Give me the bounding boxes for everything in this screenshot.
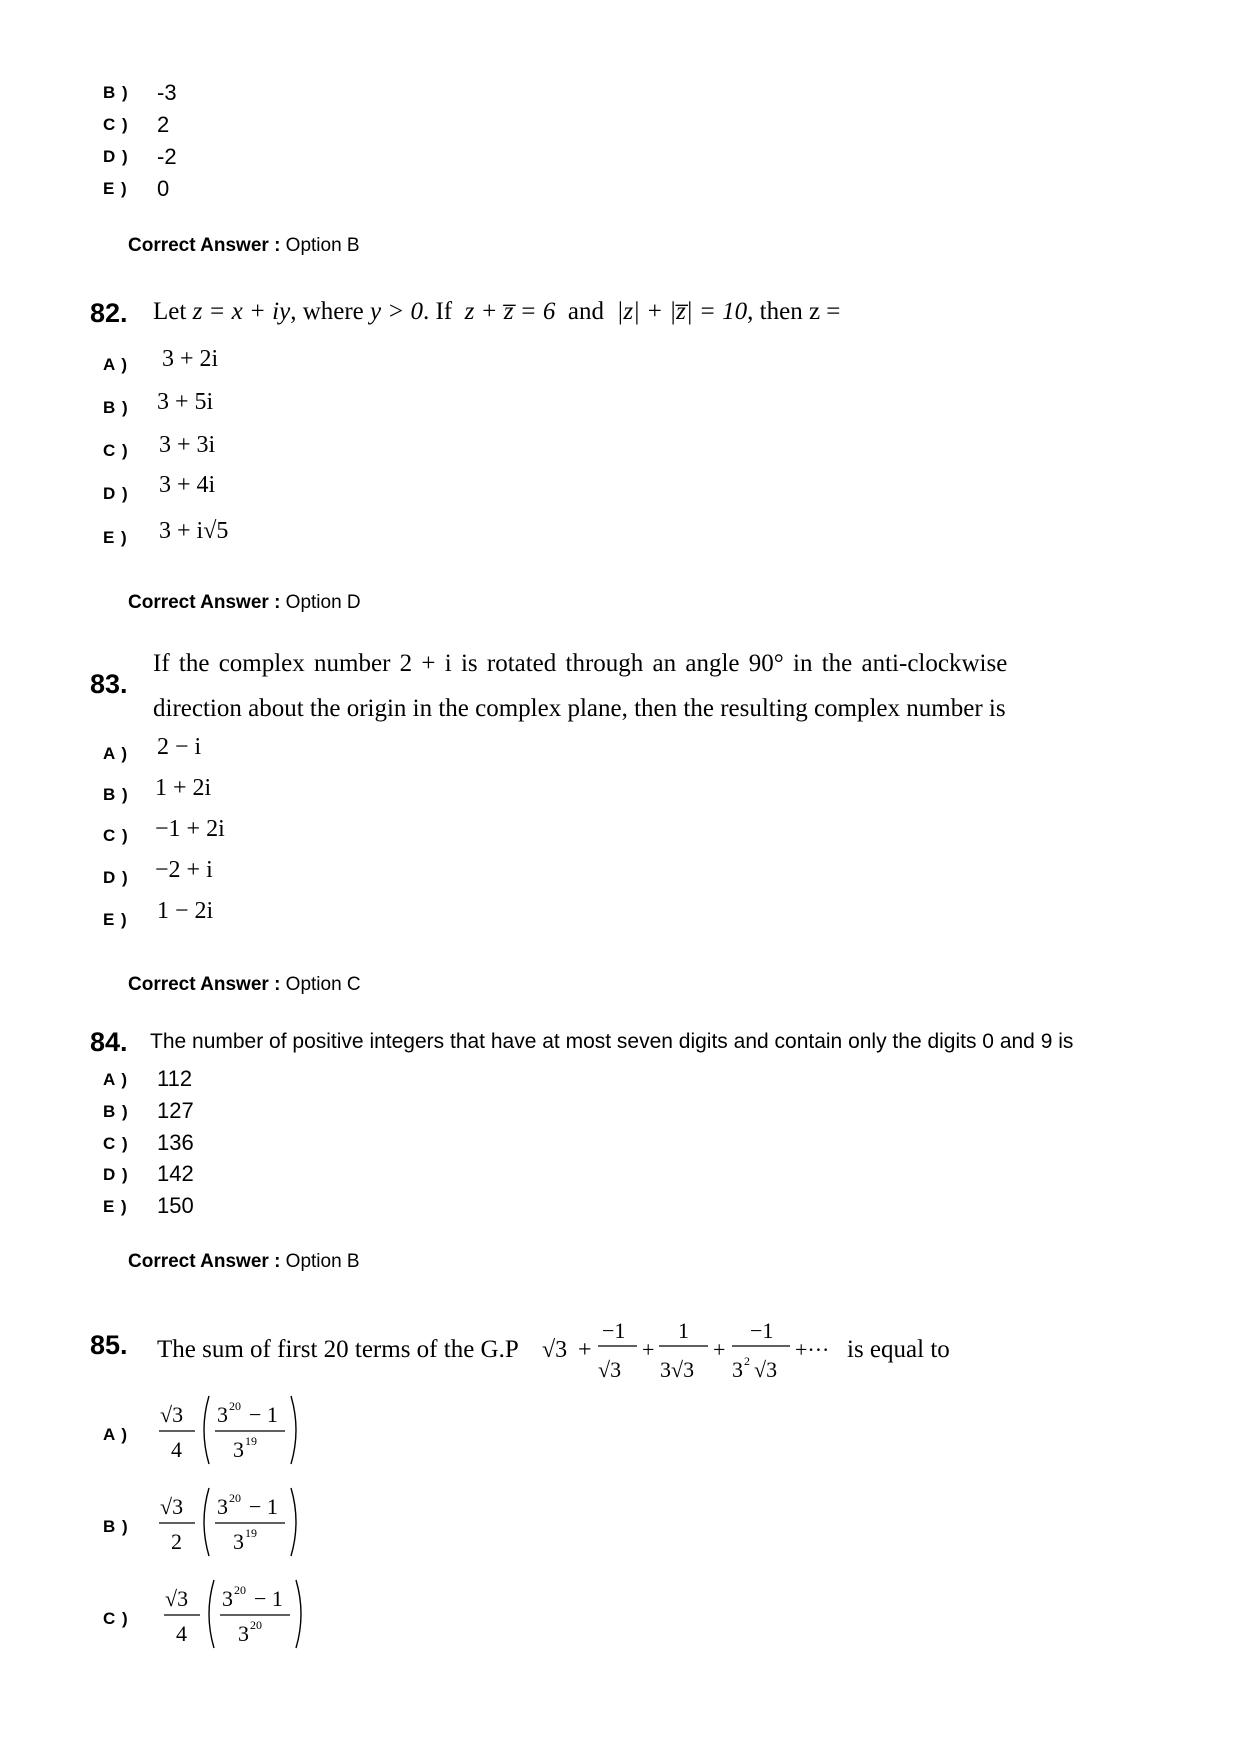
correct-answer-value: Option D [285, 592, 361, 613]
option-text: −2 + i [155, 857, 213, 883]
question-number: 85. [90, 1330, 128, 1360]
option-label: C ) [103, 115, 129, 134]
fraction-denominator: 3 [732, 1357, 743, 1382]
stem-text: . If [422, 298, 453, 325]
inner-numerator-rest: − 1 [249, 1494, 278, 1519]
series-term: √3 [542, 1337, 568, 1363]
option-text: 1 − 2i [157, 898, 214, 924]
option-text: 3 + 5i [157, 389, 214, 415]
option-label: B ) [103, 1517, 129, 1536]
fraction-denominator: √3 [598, 1357, 622, 1382]
right-paren [296, 1580, 301, 1648]
correct-answer [128, 592, 361, 614]
option-text: 136 [157, 1130, 194, 1155]
stem-math: y > 0 [370, 298, 423, 325]
option-text: 0 [157, 176, 170, 201]
stem-math: z + z̅ = 6 [464, 298, 556, 325]
question-stem [153, 298, 840, 326]
option-label: D ) [103, 1165, 129, 1184]
option-formula [155, 1482, 305, 1562]
option-formula [155, 1390, 305, 1470]
option-label: E ) [103, 179, 128, 198]
correct-answer [128, 1251, 360, 1273]
fraction-denominator: 3√3 [660, 1357, 695, 1382]
stem-text: The sum of first 20 terms of the G.P [157, 1336, 519, 1363]
inner-numerator-base: 3 [217, 1402, 228, 1427]
option-label: B ) [103, 83, 129, 102]
option-label: B ) [103, 1102, 129, 1121]
stem-text: , then z = [747, 298, 841, 325]
inner-numerator-exp: 20 [229, 1399, 241, 1413]
series-ellipsis: +··· [795, 1337, 830, 1362]
stem-text: Let [153, 298, 187, 325]
coef-numerator: √3 [165, 1586, 189, 1611]
question-stem-line: If the complex number 2 + i is rotated through an angle 90° in the anti-clockwise [153, 650, 1008, 677]
option-text: 127 [157, 1098, 194, 1123]
option-text: 112 [157, 1066, 193, 1091]
inner-numerator-base: 3 [217, 1494, 228, 1519]
plus-sign: + [642, 1337, 655, 1362]
correct-answer-label: Correct Answer : [128, 592, 281, 613]
option-label: D ) [103, 484, 129, 503]
option-label: E ) [103, 528, 128, 547]
plus-sign: + [578, 1337, 592, 1363]
option-label: B ) [103, 785, 129, 804]
inner-numerator-exp: 20 [234, 1583, 246, 1597]
option-label: A ) [103, 355, 129, 374]
option-label: C ) [103, 826, 129, 845]
inner-denominator-base: 3 [233, 1437, 244, 1462]
inner-denominator-exp: 19 [245, 1526, 257, 1540]
option-text: 3 + i√5 [159, 518, 229, 544]
coef-denominator: 4 [176, 1621, 187, 1646]
option-text: -3 [157, 80, 177, 105]
option-label: C ) [103, 441, 129, 460]
inner-denominator-exp: 19 [245, 1434, 257, 1448]
inner-numerator-exp: 20 [229, 1491, 241, 1505]
option-label: E ) [103, 910, 128, 929]
fraction-exponent: 2 [744, 1354, 750, 1368]
option-text: 2 − i [157, 734, 202, 760]
inner-denominator-base: 3 [238, 1621, 249, 1646]
inner-denominator-exp: 20 [250, 1618, 262, 1632]
fraction-numerator: −1 [602, 1318, 626, 1343]
option-text: -2 [157, 144, 177, 169]
option-formula [160, 1574, 310, 1654]
inner-numerator-rest: − 1 [254, 1586, 283, 1611]
fraction-denominator: √3 [754, 1357, 778, 1382]
left-paren [204, 1396, 209, 1464]
question-number: 82. [90, 298, 128, 328]
question-number: 83. [90, 669, 128, 699]
option-label: A ) [103, 1425, 129, 1444]
stem-math: z = x + iy [192, 298, 291, 325]
question-number: 84. [90, 1027, 128, 1057]
left-paren [209, 1580, 214, 1648]
correct-answer-label: Correct Answer : [128, 974, 281, 995]
option-text: 142 [157, 1161, 194, 1186]
stem-text: is equal to [847, 1336, 950, 1363]
question-stem: The number of positive integers that have at most seven digits and contain only the digits 0 and 9 is [150, 1030, 1074, 1053]
correct-answer [128, 235, 360, 257]
coef-numerator: √3 [160, 1494, 184, 1519]
right-paren [291, 1396, 296, 1464]
option-label: C ) [103, 1609, 129, 1628]
plus-sign: + [713, 1337, 726, 1362]
option-label: A ) [103, 744, 129, 763]
option-label: D ) [103, 147, 129, 166]
option-text: −1 + 2i [155, 816, 225, 842]
correct-answer [128, 974, 361, 996]
stem-math: |z| + |z̅| = 10 [616, 298, 748, 325]
fraction-numerator: −1 [750, 1318, 774, 1343]
inner-numerator-rest: − 1 [249, 1402, 278, 1427]
option-text: 3 + 3i [159, 432, 216, 458]
option-label: C ) [103, 1134, 129, 1153]
correct-answer-label: Correct Answer : [128, 235, 281, 256]
option-text: 150 [157, 1193, 194, 1218]
stem-text: , where [290, 298, 364, 325]
coef-denominator: 4 [171, 1437, 182, 1462]
inner-denominator-base: 3 [233, 1529, 244, 1554]
correct-answer-value: Option B [285, 235, 360, 256]
correct-answer-value: Option C [285, 974, 361, 995]
inner-numerator-base: 3 [222, 1586, 233, 1611]
correct-answer-label: Correct Answer : [128, 1251, 281, 1272]
option-text: 3 + 4i [159, 472, 216, 498]
left-paren [204, 1488, 209, 1556]
option-label: B ) [103, 398, 129, 417]
question-stem-formula [150, 1310, 990, 1390]
option-text: 2 [157, 112, 170, 137]
option-label: D ) [103, 868, 129, 887]
coef-denominator: 2 [171, 1529, 182, 1554]
coef-numerator: √3 [160, 1402, 184, 1427]
option-label: E ) [103, 1197, 128, 1216]
option-label: A ) [103, 1070, 129, 1089]
option-text: 1 + 2i [155, 775, 212, 801]
fraction-numerator: 1 [678, 1318, 689, 1343]
stem-text: and [567, 298, 604, 325]
correct-answer-value: Option B [285, 1251, 360, 1272]
question-stem-line: direction about the origin in the complex plane, then the resulting complex number is [153, 695, 1006, 722]
right-paren [291, 1488, 296, 1556]
option-text: 3 + 2i [162, 346, 219, 372]
